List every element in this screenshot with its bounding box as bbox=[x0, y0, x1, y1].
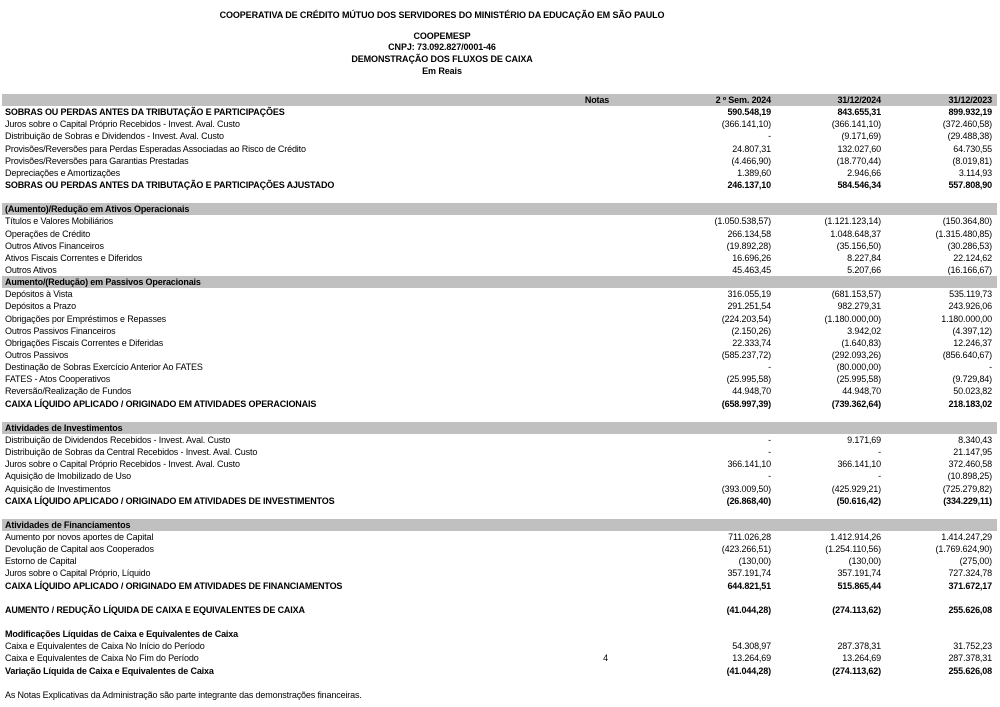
value-2024: (739.362,64) bbox=[831, 398, 881, 409]
table-row bbox=[2, 300, 997, 312]
value-2nd-sem-2024: 22.333,74 bbox=[732, 337, 771, 348]
value-2nd-sem-2024: (19.892,28) bbox=[726, 240, 771, 251]
row-label: Ativos Fiscais Correntes e Diferidos bbox=[5, 252, 143, 263]
row-label: Aquisição de Imobilizado de Uso bbox=[5, 471, 131, 482]
row-label: Obrigações Fiscais Correntes e Diferidas bbox=[5, 337, 164, 348]
value-2023: 899.932,19 bbox=[948, 107, 992, 118]
value-2024: 3.942,02 bbox=[847, 325, 881, 336]
section-header-row bbox=[2, 276, 997, 288]
value-2nd-sem-2024: 644.821,51 bbox=[727, 580, 771, 591]
value-2nd-sem-2024: 246.137,10 bbox=[727, 179, 771, 190]
row-label: Depósitos à Vista bbox=[5, 289, 73, 300]
value-2024: 287.378,31 bbox=[837, 641, 881, 652]
row-label: FATES - Atos Cooperativos bbox=[5, 374, 111, 385]
row-label: Aumento por novos aportes de Capital bbox=[5, 532, 154, 543]
value-2024: 9.171,69 bbox=[847, 434, 881, 445]
value-2024: (18.770,44) bbox=[836, 155, 881, 166]
spacer-row bbox=[2, 616, 997, 628]
value-2nd-sem-2024: (26.868,40) bbox=[726, 495, 771, 506]
value-2023: 3.114,93 bbox=[958, 167, 992, 178]
value-2024: 584.546,34 bbox=[837, 179, 881, 190]
table-row bbox=[2, 313, 997, 325]
table-row bbox=[2, 640, 997, 652]
value-2023: (9.729,84) bbox=[952, 374, 992, 385]
value-2023: (334.229,11) bbox=[943, 495, 992, 506]
value-2nd-sem-2024: (41.044,28) bbox=[726, 604, 771, 615]
value-2023: (10.898,25) bbox=[947, 471, 992, 482]
row-label: Provisões/Reversões para Perdas Esperadas Associadas ao Risco de Crédito bbox=[5, 143, 306, 154]
value-2nd-sem-2024: - bbox=[768, 447, 771, 458]
value-2023: (16.166,67) bbox=[947, 264, 992, 275]
row-label: Juros sobre o Capital Próprio Recebidos - Invest. Aval. Custo bbox=[5, 459, 240, 470]
row-label: Obrigações por Empréstimos e Repasses bbox=[5, 313, 167, 324]
row-label: Depreciações e Amortizações bbox=[5, 167, 121, 178]
value-2nd-sem-2024: (658.997,39) bbox=[721, 398, 771, 409]
value-2024: (1.121.123,14) bbox=[824, 216, 881, 227]
value-2024: (9.171,69) bbox=[841, 131, 881, 142]
table-row bbox=[2, 155, 997, 167]
table-row bbox=[2, 143, 997, 155]
value-2nd-sem-2024: 16.696,26 bbox=[732, 252, 771, 263]
table-row bbox=[2, 228, 997, 240]
table-row bbox=[2, 349, 997, 361]
value-2024: 357.191,74 bbox=[837, 568, 881, 579]
value-2024: 2.946,66 bbox=[847, 167, 881, 178]
value-2023: 243.926,06 bbox=[948, 301, 992, 312]
value-2nd-sem-2024: 13.264,69 bbox=[732, 653, 771, 664]
value-2nd-sem-2024: 711.026,28 bbox=[728, 532, 771, 543]
row-label: Distribuição de Sobras e Dividendos - Invest. Aval. Custo bbox=[5, 131, 224, 142]
spacer-row bbox=[2, 592, 997, 604]
spacer-row bbox=[2, 507, 997, 519]
value-2023: 372.460,58 bbox=[948, 459, 992, 470]
statement-title: DEMONSTRAÇÃO DOS FLUXOS DE CAIXA bbox=[351, 54, 533, 64]
currency-note: Em Reais bbox=[422, 66, 462, 76]
value-2024: (1.640,83) bbox=[841, 337, 881, 348]
table-row bbox=[2, 240, 997, 252]
value-2024: 8.227,84 bbox=[847, 252, 881, 263]
table-row bbox=[2, 130, 997, 142]
value-2nd-sem-2024: (366.141,10) bbox=[721, 119, 771, 130]
total-row bbox=[2, 179, 997, 191]
value-2024: 1.048.648,37 bbox=[830, 228, 881, 239]
value-2023: 255.626,08 bbox=[948, 604, 992, 615]
header-31-12-2023: 31/12/2023 bbox=[948, 95, 992, 105]
value-2023: (1.769.624,90) bbox=[935, 544, 992, 555]
total-row bbox=[2, 106, 997, 118]
value-2024: (292.093,26) bbox=[831, 349, 881, 360]
table-row bbox=[2, 689, 997, 701]
section-header-row bbox=[2, 203, 997, 215]
row-label: Operações de Crédito bbox=[5, 228, 91, 239]
cash-flow-table bbox=[2, 94, 997, 701]
value-2023: (30.286,53) bbox=[947, 240, 992, 251]
value-2024: 515.865,44 bbox=[837, 580, 881, 591]
value-2023: 50.023,82 bbox=[953, 386, 992, 397]
table-row bbox=[2, 288, 997, 300]
value-2023: 21.147,95 bbox=[953, 447, 992, 458]
row-label: Outros Ativos Financeiros bbox=[5, 240, 104, 251]
table-row bbox=[2, 434, 997, 446]
table-row bbox=[2, 215, 997, 227]
row-label: CAIXA LÍQUIDO APLICADO / ORIGINADO EM ATIVIDADES DE FINANCIAMENTOS bbox=[5, 580, 343, 591]
row-label: Outros Passivos bbox=[5, 349, 69, 360]
value-2nd-sem-2024: (585.237,72) bbox=[721, 349, 771, 360]
table-row bbox=[2, 531, 997, 543]
table-row bbox=[2, 543, 997, 555]
value-2nd-sem-2024: 44.948,70 bbox=[732, 386, 771, 397]
value-2024: (130,00) bbox=[848, 556, 881, 567]
value-2023: 287.378,31 bbox=[948, 653, 992, 664]
table-row bbox=[2, 470, 997, 482]
value-2024: (80.000,00) bbox=[836, 362, 881, 373]
cooperative-name: COOPERATIVA DE CRÉDITO MÚTUO DOS SERVIDORES DO MINISTÉRIO DA EDUCAÇÃO EM SÃO PAULO bbox=[219, 10, 665, 20]
row-label: Depósitos a Prazo bbox=[5, 301, 76, 312]
table-row bbox=[2, 118, 997, 130]
value-2023: - bbox=[989, 362, 992, 373]
table-row bbox=[2, 373, 997, 385]
value-2024: (425.929,21) bbox=[831, 483, 881, 494]
header-2nd-semester-2024: 2 º Sem. 2024 bbox=[715, 95, 771, 105]
total-row bbox=[2, 665, 997, 677]
value-2024: (274.113,62) bbox=[832, 604, 881, 615]
company-short-name: COOPEMESP bbox=[413, 31, 471, 41]
table-row bbox=[2, 446, 997, 458]
value-2024: (50.616,42) bbox=[836, 495, 881, 506]
row-label: Outros Passivos Financeiros bbox=[5, 325, 116, 336]
table-row bbox=[2, 555, 997, 567]
value-2023: 22.124,62 bbox=[953, 252, 992, 263]
value-2nd-sem-2024: (25.995,58) bbox=[726, 374, 771, 385]
value-2023: (150.364,80) bbox=[942, 216, 992, 227]
row-label: Destinação de Sobras Exercício Anterior Ao FATES bbox=[5, 362, 203, 373]
row-label: Estorno de Capital bbox=[5, 556, 77, 567]
value-2023: 371.672,17 bbox=[948, 580, 992, 591]
value-2023: (1.315.480,85) bbox=[935, 228, 992, 239]
table-row bbox=[2, 385, 997, 397]
value-2nd-sem-2024: 316.055,19 bbox=[727, 289, 771, 300]
value-2nd-sem-2024: 45.463,45 bbox=[732, 264, 771, 275]
row-label: SOBRAS OU PERDAS ANTES DA TRIBUTAÇÃO E PARTICIPAÇÕES AJUSTADO bbox=[5, 179, 335, 190]
value-2nd-sem-2024: (1.050.538,57) bbox=[714, 216, 771, 227]
spacer-row bbox=[2, 191, 997, 203]
value-2023: 1.414.247,29 bbox=[941, 532, 992, 543]
row-label: Distribuição de Dividendos Recebidos - Invest. Aval. Custo bbox=[5, 434, 231, 445]
value-2nd-sem-2024: (4.466,90) bbox=[731, 155, 771, 166]
table-row bbox=[2, 252, 997, 264]
value-2023: 64.730,55 bbox=[953, 143, 992, 154]
value-2024: 843.655,31 bbox=[837, 107, 881, 118]
value-2023: (29.488,38) bbox=[947, 131, 992, 142]
total-row bbox=[2, 580, 997, 592]
value-2024: - bbox=[878, 471, 881, 482]
total-row bbox=[2, 628, 997, 640]
cnpj: CNPJ: 73.092.827/0001-46 bbox=[388, 42, 496, 52]
row-label: As Notas Explicativas da Administração são parte integrante das demonstrações financeiras. bbox=[5, 689, 362, 700]
value-2023: (725.279,82) bbox=[942, 483, 992, 494]
row-label: Devolução de Capital aos Cooperados bbox=[5, 544, 154, 555]
row-label: SOBRAS OU PERDAS ANTES DA TRIBUTAÇÃO E PARTICIPAÇÕES bbox=[5, 107, 285, 118]
value-2nd-sem-2024: (423.266,51) bbox=[721, 544, 771, 555]
total-row bbox=[2, 604, 997, 616]
value-2024: (366.141,10) bbox=[831, 119, 881, 130]
value-2024: 13.264,69 bbox=[842, 653, 881, 664]
value-2nd-sem-2024: 291.251,54 bbox=[727, 301, 771, 312]
row-label: Aquisição de Investimentos bbox=[5, 483, 111, 494]
value-2023: 218.183,02 bbox=[948, 398, 992, 409]
value-2024: (25.995,58) bbox=[836, 374, 881, 385]
table-row bbox=[2, 337, 997, 349]
spacer-row bbox=[2, 677, 997, 689]
row-label: Atividades de Investimentos bbox=[5, 422, 123, 433]
table-row bbox=[2, 458, 997, 470]
total-row bbox=[2, 495, 997, 507]
value-2023: (372.460,58) bbox=[942, 119, 992, 130]
row-label: Títulos e Valores Mobiliários bbox=[5, 216, 114, 227]
row-label: Caixa e Equivalentes de Caixa No Fim do Período bbox=[5, 653, 199, 664]
row-label: Aumento/(Redução) em Passivos Operacionais bbox=[5, 277, 201, 288]
value-2024: 1.412.914,26 bbox=[830, 532, 881, 543]
value-2nd-sem-2024: 54.308,97 bbox=[732, 641, 771, 652]
value-2nd-sem-2024: (393.009,50) bbox=[721, 483, 771, 494]
table-row bbox=[2, 567, 997, 579]
value-2023: 535.119,73 bbox=[949, 289, 992, 300]
row-note: 4 bbox=[603, 653, 608, 664]
spacer-row bbox=[2, 410, 997, 422]
table-row bbox=[2, 167, 997, 179]
row-label: AUMENTO / REDUÇÃO LÍQUIDA DE CAIXA E EQUIVALENTES DE CAIXA bbox=[5, 604, 305, 615]
value-2023: (8.019,81) bbox=[952, 155, 992, 166]
value-2nd-sem-2024: - bbox=[768, 131, 771, 142]
header-notas: Notas bbox=[584, 95, 610, 105]
value-2024: - bbox=[878, 447, 881, 458]
value-2023: 1.180.000,00 bbox=[941, 313, 992, 324]
section-header-row bbox=[2, 422, 997, 434]
value-2024: 5.207,66 bbox=[847, 264, 881, 275]
value-2023: 557.808,90 bbox=[948, 179, 992, 190]
table-row bbox=[2, 325, 997, 337]
value-2024: 44.948,70 bbox=[842, 386, 881, 397]
value-2nd-sem-2024: 357.191,74 bbox=[727, 568, 771, 579]
value-2nd-sem-2024: 24.807,31 bbox=[732, 143, 771, 154]
row-label: Distribuição de Sobras da Central Recebidos - Invest. Aval. Custo bbox=[5, 447, 258, 458]
row-label: Provisões/Reversões para Garantias Prestadas bbox=[5, 155, 189, 166]
value-2024: 982.279,31 bbox=[837, 301, 881, 312]
table-row bbox=[2, 483, 997, 495]
value-2024: (1.180.000,00) bbox=[824, 313, 881, 324]
total-row bbox=[2, 398, 997, 410]
row-label: Juros sobre o Capital Próprio Recebidos - Invest. Aval. Custo bbox=[5, 119, 240, 130]
row-label: CAIXA LÍQUIDO APLICADO / ORIGINADO EM ATIVIDADES OPERACIONAIS bbox=[5, 398, 317, 409]
value-2023: (856.640,67) bbox=[942, 349, 992, 360]
value-2024: (681.153,57) bbox=[831, 289, 881, 300]
value-2024: 366.141,10 bbox=[837, 459, 881, 470]
value-2023: 12.246,37 bbox=[953, 337, 992, 348]
row-label: (Aumento)/Redução em Ativos Operacionais bbox=[5, 204, 190, 215]
header-31-12-2024: 31/12/2024 bbox=[837, 95, 881, 105]
table-row bbox=[2, 652, 997, 664]
value-2nd-sem-2024: (2.150,26) bbox=[731, 325, 771, 336]
row-label: Caixa e Equivalentes de Caixa No Início do Período bbox=[5, 641, 205, 652]
value-2nd-sem-2024: - bbox=[768, 434, 771, 445]
value-2nd-sem-2024: (224.203,54) bbox=[721, 313, 771, 324]
value-2024: (35.156,50) bbox=[836, 240, 881, 251]
value-2nd-sem-2024: - bbox=[768, 471, 771, 482]
row-label: Modificações Líquidas de Caixa e Equivalentes de Caixa bbox=[5, 629, 238, 640]
value-2nd-sem-2024: 366.141,10 bbox=[727, 459, 771, 470]
row-label: Reversão/Realização de Fundos bbox=[5, 386, 132, 397]
value-2nd-sem-2024: (41.044,28) bbox=[726, 665, 771, 676]
value-2023: 31.752,23 bbox=[953, 641, 992, 652]
value-2023: 255.626,08 bbox=[948, 665, 992, 676]
table-row bbox=[2, 264, 997, 276]
row-label: CAIXA LÍQUIDO APLICADO / ORIGINADO EM ATIVIDADES DE INVESTIMENTOS bbox=[5, 495, 335, 506]
value-2nd-sem-2024: (130,00) bbox=[738, 556, 771, 567]
section-header-row bbox=[2, 519, 997, 531]
value-2024: 132.027,60 bbox=[837, 143, 881, 154]
value-2nd-sem-2024: - bbox=[768, 362, 771, 373]
value-2024: (1.254.110,56) bbox=[825, 544, 881, 555]
row-label: Juros sobre o Capital Próprio, Líquido bbox=[5, 568, 151, 579]
table-row bbox=[2, 361, 997, 373]
value-2023: (4.397,12) bbox=[952, 325, 992, 336]
value-2023: 727.324,78 bbox=[948, 568, 992, 579]
value-2023: (275,00) bbox=[959, 556, 992, 567]
value-2nd-sem-2024: 266.134,58 bbox=[727, 228, 771, 239]
value-2023: 8.340,43 bbox=[958, 434, 992, 445]
value-2nd-sem-2024: 1.389,60 bbox=[737, 167, 771, 178]
row-label: Atividades de Financiamentos bbox=[5, 519, 131, 530]
value-2024: (274.113,62) bbox=[832, 665, 881, 676]
table-header bbox=[2, 94, 997, 106]
value-2nd-sem-2024: 590.548,19 bbox=[727, 107, 771, 118]
row-label: Variação Líquida de Caixa e Equivalentes de Caixa bbox=[5, 665, 214, 676]
row-label: Outros Ativos bbox=[5, 264, 57, 275]
